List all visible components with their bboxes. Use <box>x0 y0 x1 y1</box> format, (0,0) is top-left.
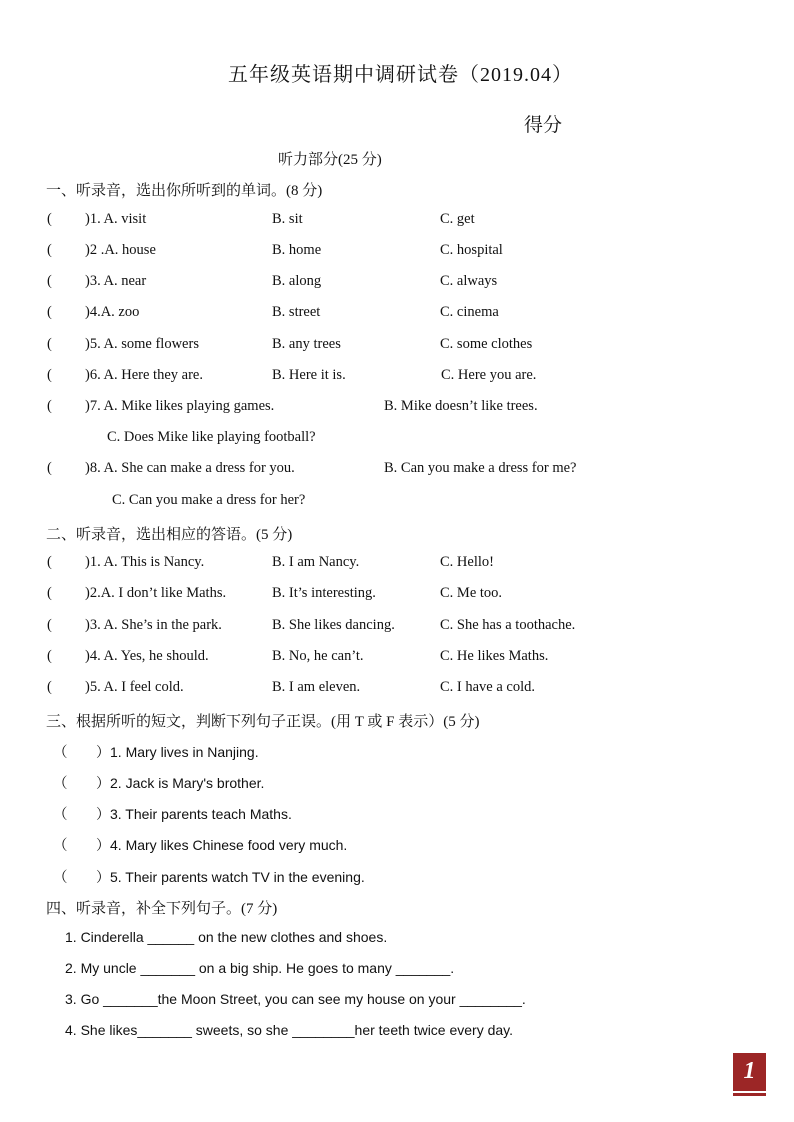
option-a: )2.A. I don’t like Maths. <box>85 585 227 601</box>
option-c: C. cinema <box>440 304 499 320</box>
answer-paren[interactable]: ( <box>47 367 52 383</box>
option-a: )4.A. zoo <box>85 304 140 320</box>
option-b: B. It’s interesting. <box>272 585 376 601</box>
answer-paren[interactable]: ( <box>47 398 52 414</box>
answer-paren[interactable]: ( <box>47 211 52 227</box>
option-b: B. any trees <box>272 336 341 352</box>
answer-paren[interactable]: （ <box>53 838 68 854</box>
answer-paren[interactable]: （ <box>53 870 68 886</box>
option-c: C. always <box>440 273 498 289</box>
fill-in-sentence[interactable]: 3. Go _______the Moon Street, you can see my house on your ________. <box>65 991 526 1007</box>
option-c: C. Hello! <box>440 554 494 570</box>
statement: ）1. Mary lives in Nanjing. <box>96 744 259 760</box>
fill-in-sentence[interactable]: 4. She likes_______ sweets, so she ________her teeth twice every day. <box>65 1022 514 1038</box>
answer-paren[interactable]: ( <box>47 460 52 476</box>
answer-paren[interactable]: ( <box>47 273 52 289</box>
option-a: )1. A. This is Nancy. <box>85 554 205 570</box>
statement: ）3. Their parents teach Maths. <box>96 806 292 822</box>
option-a: )5. A. I feel cold. <box>85 679 184 695</box>
answer-paren[interactable]: ( <box>47 585 52 601</box>
page-title: 五年级英语期中调研试卷（2019.04） <box>228 64 573 86</box>
option-b: B. She likes dancing. <box>272 617 395 633</box>
option-c: C. He likes Maths. <box>440 648 549 664</box>
score-label: 得分 <box>524 115 563 136</box>
section-1-heading: 一、听录音，选出你所听到的单词。(8 分) <box>46 183 323 199</box>
option-b: B. Can you make a dress for me? <box>384 460 577 476</box>
answer-paren[interactable]: （ <box>53 807 68 823</box>
option-c: C. She has a toothache. <box>440 617 576 633</box>
statement: ）4. Mary likes Chinese food very much. <box>96 837 348 853</box>
option-a: )6. A. Here they are. <box>85 367 203 383</box>
option-a: )2 .A. house <box>85 242 156 258</box>
answer-paren[interactable]: （ <box>53 745 68 761</box>
fill-in-sentence[interactable]: 2. My uncle _______ on a big ship. He goes to many _______. <box>65 960 455 976</box>
section-2-heading: 二、听录音，选出相应的答语。(5 分) <box>46 527 293 543</box>
option-a: )4. A. Yes, he should. <box>85 648 209 664</box>
answer-paren[interactable]: ( <box>47 554 52 570</box>
option-a: )7. A. Mike likes playing games. <box>85 398 275 414</box>
answer-paren[interactable]: ( <box>47 648 52 664</box>
option-c: C. hospital <box>440 242 503 258</box>
option-c: C. some clothes <box>440 336 533 352</box>
option-c: C. Me too. <box>440 585 503 601</box>
option-c: C. Does Mike like playing football? <box>107 429 316 445</box>
answer-paren[interactable]: ( <box>47 336 52 352</box>
option-c: C. I have a cold. <box>440 679 536 695</box>
option-b: B. No, he can’t. <box>272 648 364 664</box>
option-b: B. I am Nancy. <box>272 554 360 570</box>
answer-paren[interactable]: ( <box>47 679 52 695</box>
option-b: B. I am eleven. <box>272 679 361 695</box>
option-b: B. Here it is. <box>272 367 346 383</box>
section-3-heading: 三、根据所听的短文，判断下列句子正误。(用 T 或 F 表示）(5 分) <box>46 714 480 730</box>
option-c: C. get <box>440 211 475 227</box>
page-number-badge: 1 <box>733 1053 766 1091</box>
statement: ）2. Jack is Mary's brother. <box>96 775 265 791</box>
option-b: B. Mike doesn’t like trees. <box>384 398 538 414</box>
page-number-underline <box>733 1093 766 1096</box>
option-a: )5. A. some flowers <box>85 336 199 352</box>
listening-part-label: 听力部分(25 分) <box>278 152 382 168</box>
option-b: B. home <box>272 242 322 258</box>
answer-paren[interactable]: ( <box>47 617 52 633</box>
option-b: B. sit <box>272 211 303 227</box>
option-c: C. Can you make a dress for her? <box>112 492 306 508</box>
section-4-heading: 四、听录音，补全下列句子。(7 分) <box>46 901 278 917</box>
option-a: )3. A. near <box>85 273 147 289</box>
answer-paren[interactable]: （ <box>53 776 68 792</box>
statement: ）5. Their parents watch TV in the evening. <box>96 869 365 885</box>
option-b: B. along <box>272 273 322 289</box>
option-c: C. Here you are. <box>441 367 537 383</box>
option-a: )8. A. She can make a dress for you. <box>85 460 295 476</box>
option-a: )3. A. She’s in the park. <box>85 617 222 633</box>
answer-paren[interactable]: ( <box>47 304 52 320</box>
option-a: )1. A. visit <box>85 211 147 227</box>
fill-in-sentence[interactable]: 1. Cinderella ______ on the new clothes and shoes. <box>65 929 388 945</box>
answer-paren[interactable]: ( <box>47 242 52 258</box>
option-b: B. street <box>272 304 321 320</box>
